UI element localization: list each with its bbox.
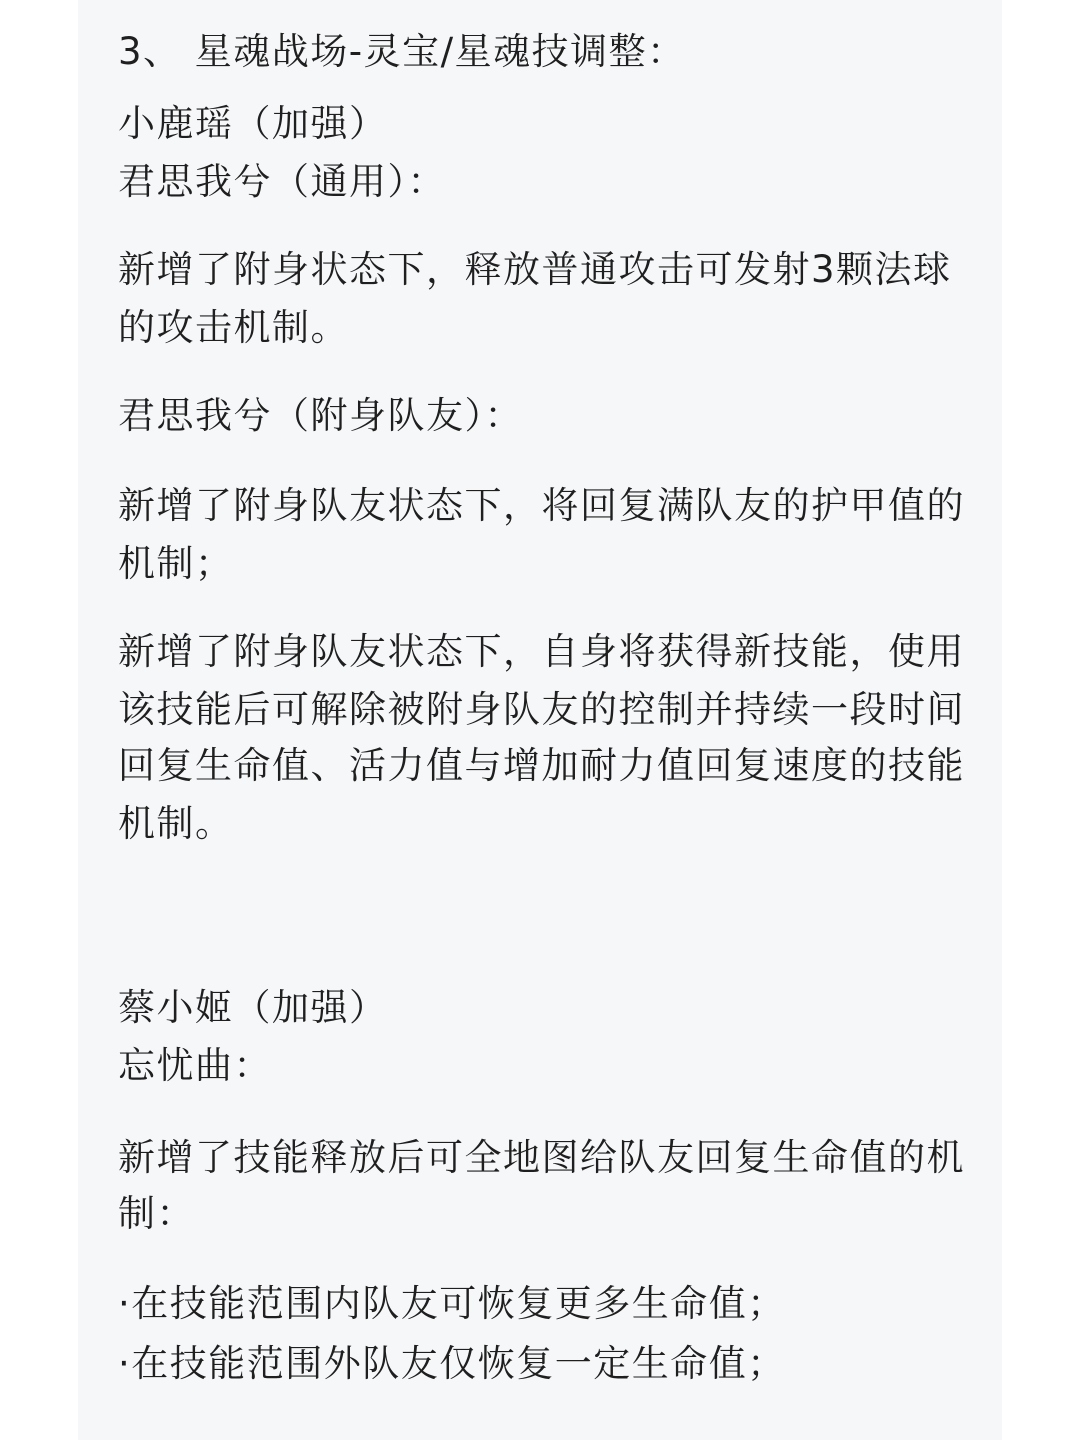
section-heading: 3、 星魂战场-灵宝/星魂技调整： [118, 30, 686, 73]
bullet-item: ·在技能范围内队友可恢复更多生命值； [118, 1282, 786, 1325]
bullet-item: ·在技能范围外队友仅恢复一定生命值； [118, 1342, 786, 1385]
text-line: 制： [118, 1192, 195, 1235]
text-line: 机制。 [118, 802, 234, 845]
text-line: 新增了附身队友状态下，将回复满队友的护甲值的 [118, 484, 965, 527]
text-line: 该技能后可解除被附身队友的控制并持续一段时间 [118, 688, 965, 731]
skill-subtitle-general: 君思我兮（通用）： [118, 160, 446, 203]
text-line: 的攻击机制。 [118, 306, 349, 349]
text-line: 新增了附身状态下，释放普通攻击可发射3颗法球 [118, 248, 952, 291]
skill-subtitle-wangyouqu: 忘忧曲： [118, 1044, 272, 1087]
text-line: 机制； [118, 542, 234, 585]
skill-subtitle-possess-teammate: 君思我兮（附身队友）： [118, 394, 523, 437]
text-line: 新增了附身队友状态下，自身将获得新技能，使用 [118, 630, 965, 673]
text-line: 回复生命值、活力值与增加耐力值回复速度的技能 [118, 744, 965, 787]
hero-title-caixiaoji: 蔡小姬（加强） [118, 986, 388, 1029]
text-line: 新增了技能释放后可全地图给队友回复生命值的机 [118, 1136, 965, 1179]
hero-title-xiaoluyao: 小鹿瑶（加强） [118, 102, 388, 145]
